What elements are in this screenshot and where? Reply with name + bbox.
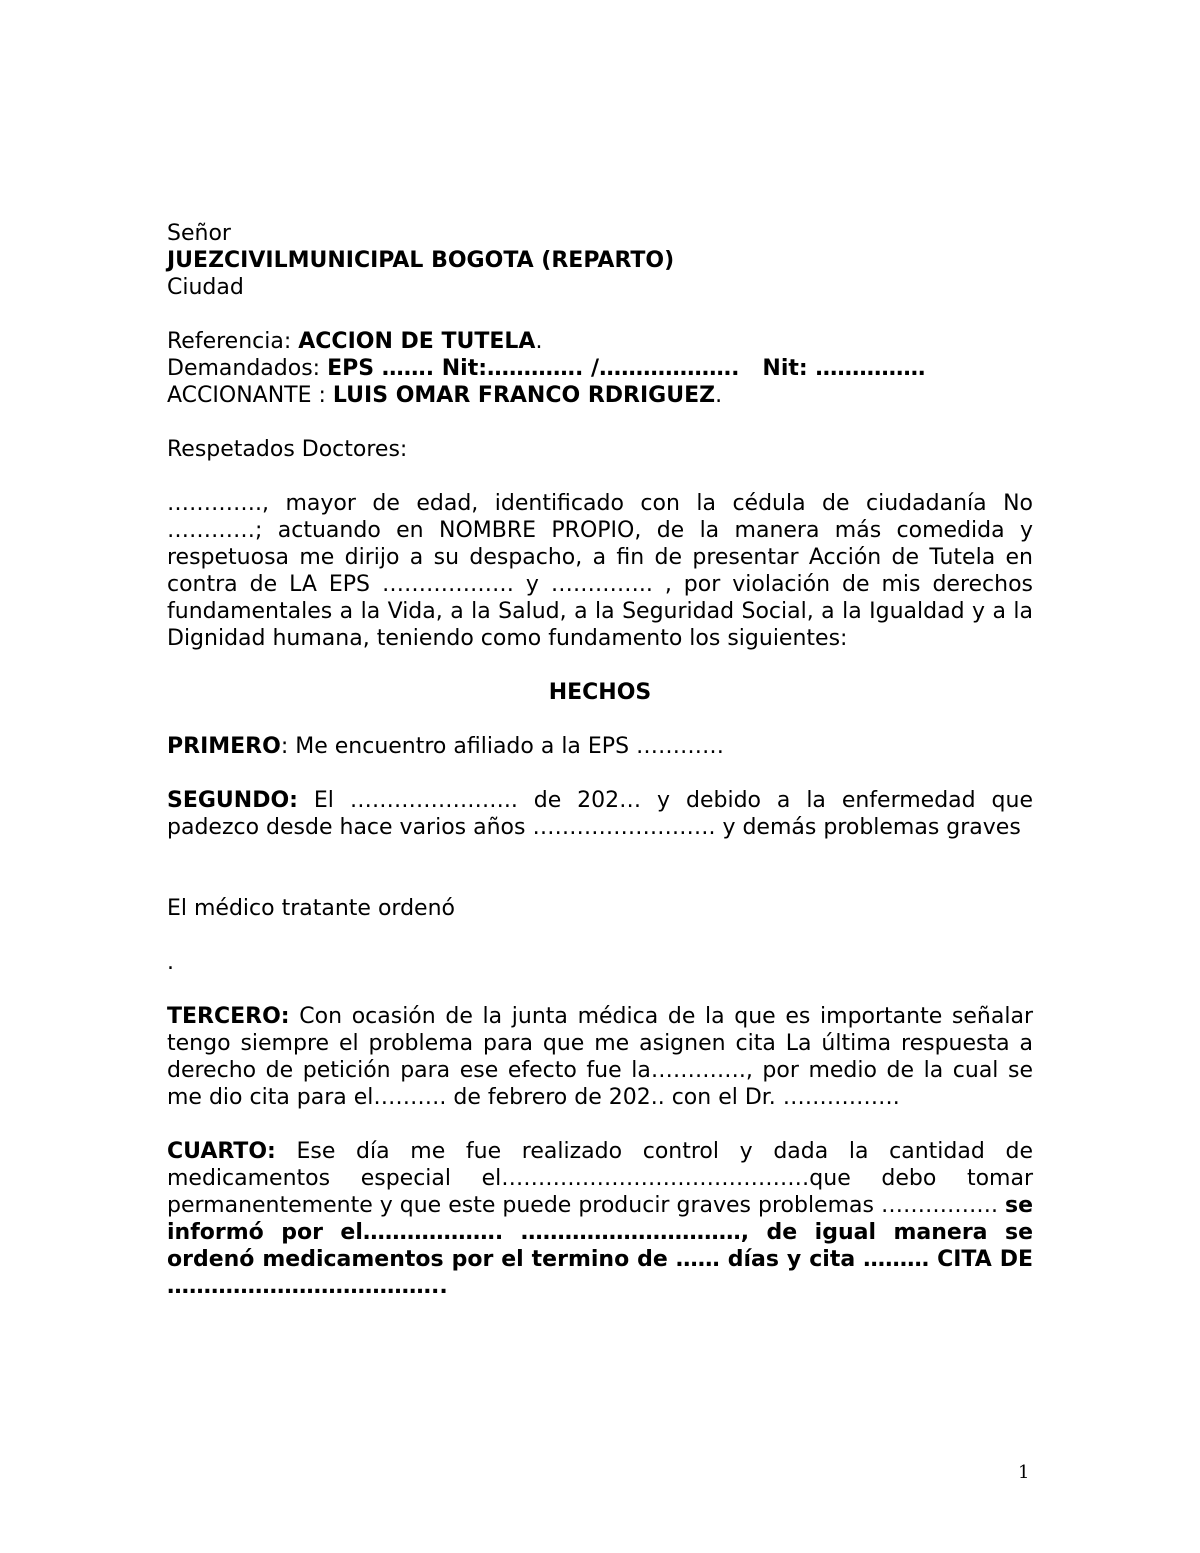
- segundo-paragraph: [167, 787, 1033, 841]
- defendants-value: EPS ……. Nit:…………. /………………. Nit: ……………: [327, 356, 926, 381]
- reference-label: Referencia:: [167, 329, 299, 354]
- spacer: [167, 409, 1033, 436]
- dot-paragraph: .: [167, 950, 174, 975]
- reference-line: [167, 328, 1033, 355]
- medico-paragraph: El médico tratante ordenó: [167, 896, 455, 921]
- section-title-text: HECHOS: [548, 680, 652, 705]
- spacer: [167, 301, 1033, 328]
- section-title: [167, 679, 1033, 706]
- spacer: [167, 841, 1033, 868]
- cuarto-label: CUARTO:: [167, 1139, 276, 1164]
- tercero-label: TERCERO:: [167, 1004, 290, 1029]
- intro-paragraph: …………., mayor de edad, identificado con la cédula de ciudadanía No …………; actuando en NOMBRE PROPIO, de la manera más comedida y respetuosa me dirijo a su despacho, a fin de presentar Acción de Tutela en contra de LA EPS ……………… y ………….. , por violación de mis derechos fundamentales a la Vida, a la Salud, a la Seguridad Social, a la Igualdad y a la Dignidad humana, teniendo como fundamento los siguientes:: [167, 491, 1033, 651]
- letter-body: [167, 220, 1033, 1300]
- judge-addressee: [167, 247, 1033, 274]
- spacer: [167, 868, 1033, 895]
- plaintiff-end: .: [715, 383, 723, 408]
- spacer: [167, 463, 1033, 490]
- spacer: [167, 976, 1033, 1003]
- segundo-text: El ………………….. de 202… y debido a la enfermedad que padezco desde hace varios años ……………………. y demás problemas graves: [167, 788, 1033, 840]
- spacer: [167, 760, 1033, 787]
- tercero-paragraph: [167, 1003, 1033, 1111]
- cuarto-paragraph: [167, 1138, 1033, 1300]
- judge-name: JUEZCIVILMUNICIPAL BOGOTA (REPARTO): [167, 248, 675, 273]
- primero-label: PRIMERO: [167, 734, 281, 759]
- page-number: 1: [1018, 1462, 1030, 1483]
- salutation: Señor: [167, 221, 231, 246]
- plaintiff-line: [167, 382, 1033, 409]
- primero-paragraph: [167, 733, 1033, 760]
- defendants-line: [167, 355, 1033, 382]
- cuarto-text: Ese día me fue realizado control y dada la cantidad de medicamentos especial el……………………………………que debo tomar permanentemente y que este puede producir graves problemas …………….: [167, 1139, 1033, 1218]
- spacer: [167, 706, 1033, 733]
- cuarto-bold-text: se informó por el………………. …………………………, de igual manera se ordenó medicamentos por el termino de …… días y cita ……… CITA DE ………………………………..: [167, 1193, 1033, 1299]
- spacer: [167, 652, 1033, 679]
- reference-value: ACCION DE TUTELA: [298, 329, 536, 354]
- primero-text: : Me encuentro afiliado a la EPS …………: [280, 734, 725, 759]
- segundo-label: SEGUNDO:: [167, 788, 298, 813]
- spacer: [167, 1111, 1033, 1138]
- greeting: Respetados Doctores:: [167, 437, 408, 462]
- tercero-text: Con ocasión de la junta médica de la que es importante señalar tengo siempre el problema para que me asignen cita La última respuesta a derecho de petición para ese efecto fue la…………., por medio de la cual se me dio cita para el………. de febrero de 202.. con el Dr. …………….: [167, 1004, 1033, 1110]
- defendants-label: Demandados:: [167, 356, 328, 381]
- plaintiff-label: ACCIONANTE :: [167, 383, 333, 408]
- spacer: [167, 922, 1033, 949]
- reference-end: .: [535, 329, 543, 354]
- plaintiff-value: LUIS OMAR FRANCO RDRIGUEZ: [332, 383, 716, 408]
- city: Ciudad: [167, 275, 244, 300]
